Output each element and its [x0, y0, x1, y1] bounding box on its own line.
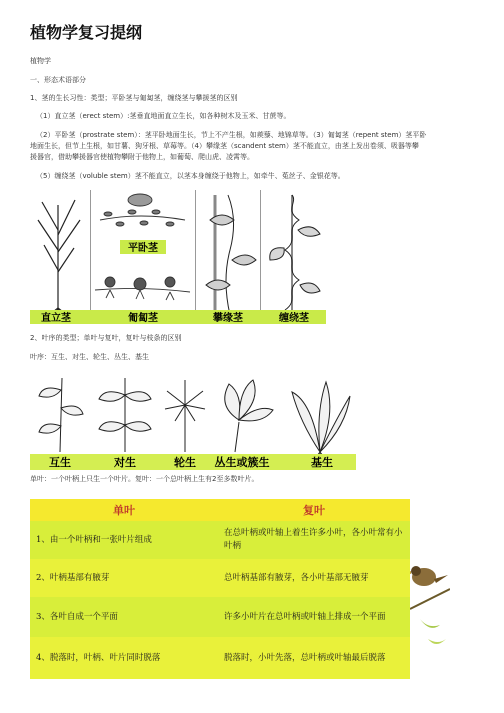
paragraph-erect-stem: （1）直立茎（erect stem）:茎垂直地面直立生长，如各种树木及玉米、甘蔗等。 [36, 112, 291, 120]
stem-label-erect: 直立茎 [41, 313, 71, 324]
table-cell-compound: 总叶柄基部有腋芽，各小叶基部无腋芽 [224, 572, 369, 583]
table-cell-compound: 脱落时，小叶先落，总叶柄或叶轴最后脱落 [224, 652, 386, 663]
paragraph-prostrate-line-2: 地面生长，但节上生根，如甘薯、狗牙根、草莓等。（4）攀缘茎（scandent stem）茎不能直立，由茎上发出卷须、吸器等攀 [30, 142, 419, 150]
table-cell-compound: 许多小叶片在总叶柄或叶轴上排成一个平面 [224, 611, 386, 622]
leaf-label-fascicled: 丛生或簇生 [214, 456, 270, 469]
page-title: 植物学复习提纲 [30, 23, 143, 42]
table-row [30, 597, 410, 637]
paragraph-voluble-stem: （5）缠绕茎（voluble stem）茎不能直立，以茎本身缠绕于他物上，如牵牛、菟丝子、金银花等。 [36, 172, 345, 180]
subtitle: 植物学 [30, 57, 51, 65]
leaf-label-opposite: 对生 [114, 456, 136, 469]
simple-compound-definition: 单叶：一个叶柄上只生一个叶片。复叶：一个总叶柄上生有2至多数叶片。 [30, 475, 259, 483]
table-cell-simple: 1、由一个叶柄和一张叶片组成 [36, 534, 152, 545]
table-cell-simple: 2、叶柄基部有腋芽 [36, 572, 110, 583]
leaf-label-basal: 基生 [311, 456, 333, 469]
simple-vs-compound-table [30, 499, 410, 679]
stem-types-figure [30, 190, 326, 324]
table-row [30, 521, 410, 559]
table-row [30, 559, 410, 597]
table-cell-simple: 3、各叶自成一个平面 [36, 611, 118, 622]
table-row [30, 637, 410, 679]
phyllotaxy-list: 叶序：互生、对生、轮生、丛生、基生 [30, 353, 149, 361]
table-header-compound: 复叶 [303, 503, 325, 517]
leaf-label-whorled: 轮生 [174, 456, 196, 469]
leaf-label-alternate: 互生 [49, 456, 71, 469]
phyllotaxy-figure [30, 370, 356, 470]
question-2: 2、叶序的类型；单叶与复叶，复叶与枝条的区别 [30, 334, 182, 342]
stem-label-voluble: 缠绕茎 [279, 313, 309, 324]
bird-decoration [410, 499, 450, 679]
paragraph-prostrate-line-3: 援器官，借助攀援器官使植物攀附于他物上，如葡萄、爬山虎、凌霄等。 [30, 153, 254, 161]
table-cell-simple: 4、脱落时，叶柄、叶片同时脱落 [36, 652, 161, 663]
stem-label-prostrate: 平卧茎 [128, 243, 158, 254]
stem-label-repent: 匍匐茎 [128, 313, 158, 324]
table-cell-compound: 在总叶柄或叶轴上着生许多小叶，各小叶常有小叶柄 [224, 528, 403, 551]
table-header-simple: 单叶 [113, 503, 135, 517]
stem-label-scandent: 攀缘茎 [213, 313, 243, 324]
paragraph-prostrate-line-1: （2）平卧茎（prostrate stem）：茎平卧地面生长，节上不产生根，如蒺藜、地锦草等。（3）匍匐茎（repent stem）茎平卧 [36, 131, 427, 139]
table-header-row [30, 499, 410, 521]
section-heading: 一、形态术语部分 [30, 76, 86, 84]
question-1: 1、茎的生长习性：类型；平卧茎与匍匐茎，缠绕茎与攀援茎的区别 [30, 94, 238, 102]
